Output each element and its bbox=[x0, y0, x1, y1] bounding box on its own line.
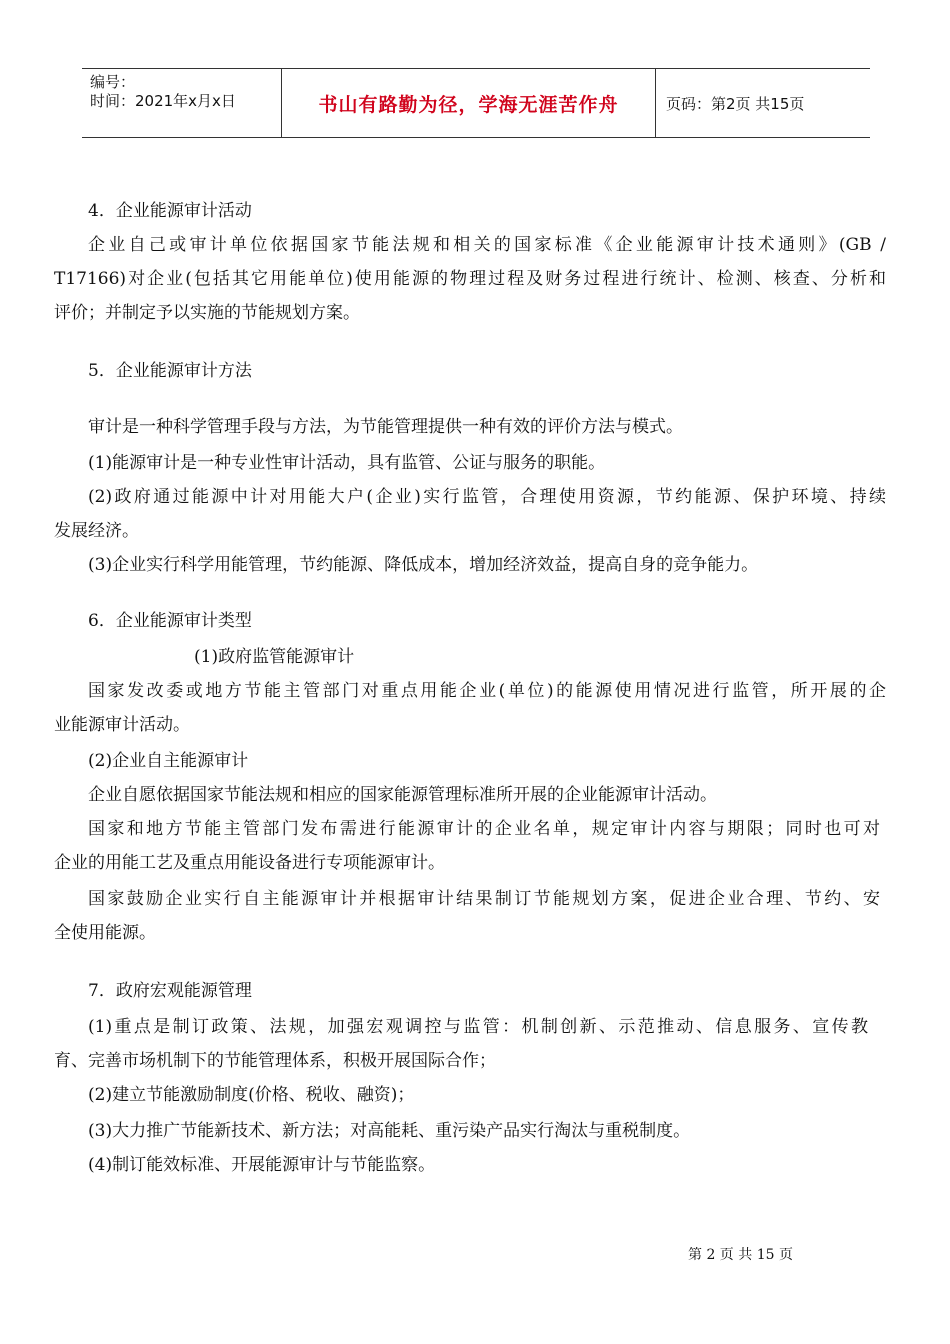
list-item: (3)大力推广节能新技术、新方法；对高能耗、重污染产品实行淘汰与重税制度。 bbox=[88, 1121, 691, 1141]
paragraph-line: T17166)对企业(包括其它用能单位)使用能源的物理过程及财务过程进行统计、检测、核查、分析和 bbox=[54, 269, 886, 289]
list-item: (1)重点是制订政策、法规，加强宏观调控与监管：机制创新、示范推动、信息服务、宣传教 bbox=[88, 1017, 868, 1037]
paragraph-line: 国家发改委或地方节能主管部门对重点用能企业(单位)的能源使用情况进行监管，所开展的企 bbox=[88, 681, 886, 701]
paragraph-line: 企业的用能工艺及重点用能设备进行专项能源审计。 bbox=[54, 853, 445, 873]
list-item: (2)政府通过能源中计对用能大户(企业)实行监管，合理使用资源，节约能源、保护环境、持续 bbox=[88, 487, 886, 507]
subsection-title: (1)政府监管能源审计 bbox=[194, 647, 355, 667]
paragraph-line: 国家和地方节能主管部门发布需进行能源审计的企业名单，规定审计内容与期限；同时也可对 bbox=[88, 819, 880, 839]
paragraph-line: 企业自己或审计单位依据国家节能法规和相关的国家标准《企业能源审计技术通则》(GB / bbox=[88, 235, 886, 255]
section-7-title: 7．政府宏观能源管理 bbox=[88, 981, 252, 1001]
page-header bbox=[82, 68, 870, 138]
header-page-info: 页码：第2页 共15页 bbox=[666, 94, 805, 113]
paragraph-line: 发展经济。 bbox=[54, 521, 139, 541]
subsection-title: (2)企业自主能源审计 bbox=[88, 751, 249, 771]
document-time-label: 时间：2021年x月x日 bbox=[90, 92, 236, 110]
header-left-cell bbox=[82, 69, 282, 137]
paragraph-line: 国家鼓励企业实行自主能源审计并根据审计结果制订节能规划方案，促进企业合理、节约、安 bbox=[88, 889, 880, 909]
paragraph-line: 业能源审计活动。 bbox=[54, 715, 190, 735]
paragraph-line: 评价；并制定予以实施的节能规划方案。 bbox=[54, 303, 360, 323]
section-4-title: 4．企业能源审计活动 bbox=[88, 201, 252, 221]
paragraph-line: 全使用能源。 bbox=[54, 923, 156, 943]
section-5-title: 5．企业能源审计方法 bbox=[88, 361, 252, 381]
paragraph-line: 育、完善市场机制下的节能管理体系，积极开展国际合作； bbox=[54, 1051, 496, 1071]
page-footer: 第 2 页 共 15 页 bbox=[688, 1247, 793, 1263]
header-motto: 书山有路勤为径，学海无涯苦作舟 bbox=[282, 69, 656, 137]
list-item: (2)建立节能激励制度(价格、税收、融资)； bbox=[88, 1085, 415, 1105]
paragraph-line: 审计是一种科学管理手段与方法，为节能管理提供一种有效的评价方法与模式。 bbox=[88, 417, 683, 437]
section-6-title: 6．企业能源审计类型 bbox=[88, 611, 252, 631]
document-number-label: 编号： bbox=[90, 73, 136, 91]
list-item: (1)能源审计是一种专业性审计活动，具有监管、公证与服务的职能。 bbox=[88, 453, 606, 473]
paragraph-line: 企业自愿依据国家节能法规和相应的国家能源管理标准所开展的企业能源审计活动。 bbox=[88, 785, 717, 805]
list-item: (4)制订能效标准、开展能源审计与节能监察。 bbox=[88, 1155, 436, 1175]
list-item: (3)企业实行科学用能管理，节约能源、降低成本，增加经济效益，提高自身的竞争能力。 bbox=[88, 555, 759, 575]
